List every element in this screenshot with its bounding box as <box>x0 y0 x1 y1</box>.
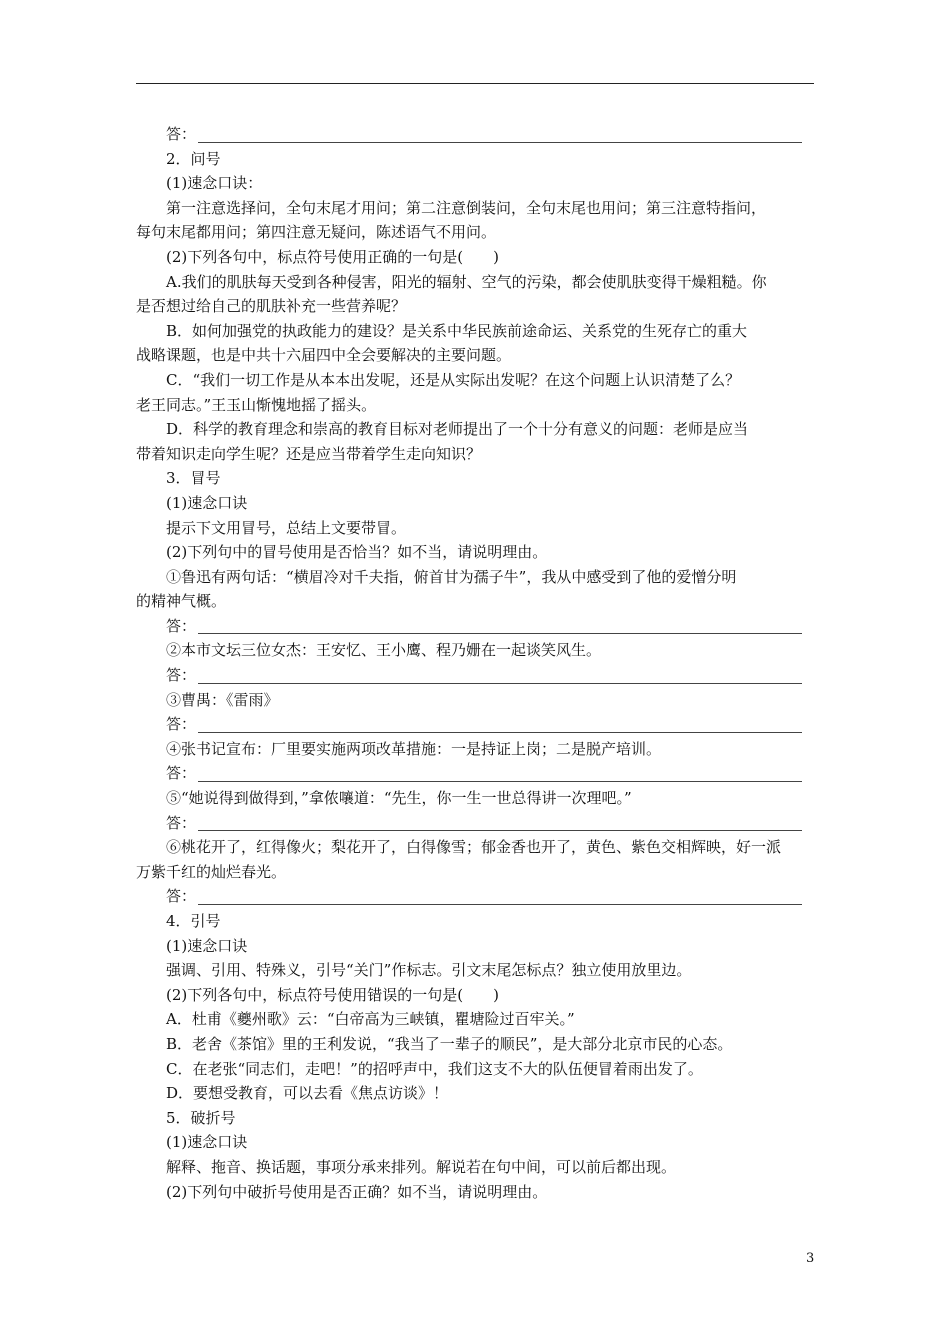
mnemonic-text: 第一注意选择问，全句末尾才用问；第二注意倒装问，全句末尾也用问；第三注意特指问， <box>166 198 767 217</box>
answer-label: 答： <box>166 764 197 783</box>
answer-line[interactable] <box>136 811 816 836</box>
answer-label: 答： <box>166 715 197 734</box>
answer-blank[interactable] <box>198 812 802 831</box>
option-c-cont: 老王同志。”王玉山惭愧地摇了摇头。 <box>136 395 377 414</box>
answer-label: 答： <box>166 666 197 685</box>
sentence-3: ③曹禺：《雷雨》 <box>166 690 279 709</box>
sentence-1: ①鲁迅有两句话：“横眉冷对千夫指，俯首甘为孺子牛”，我从中感受到了他的爱憎分明 <box>166 567 737 586</box>
sentence-2: ②本市文坛三位女杰：王安忆、王小鹰、程乃姗在一起谈笑风生。 <box>166 641 602 660</box>
sentence-6: ⑥桃花开了，红得像火；梨花开了，白得像雪；郁金香也开了，黄色、紫色交相辉映，好一派 <box>166 838 782 857</box>
mnemonic-heading: (1)速念口诀 <box>166 936 248 955</box>
answer-line[interactable] <box>136 122 816 147</box>
sentence-5: ⑤“她说得到做得到，”拿侬嚷道：“先生，你一生一世总得讲一次理吧。” <box>166 789 632 808</box>
header-rule <box>136 83 814 84</box>
mnemonic-heading: (1)速念口诀 <box>166 493 248 512</box>
section-heading-colon: 3．冒号 <box>166 469 221 488</box>
option-d: D．科学的教育理念和崇高的教育目标对老师提出了一个十分有意义的问题：老师是应当 <box>166 420 749 439</box>
mnemonic-text: 每句末尾都用问；第四注意无疑问，陈述语气不用问。 <box>136 223 497 242</box>
sentence-4: ④张书记宣布：厂里要实施两项改革措施：一是持证上岗；二是脱产培训。 <box>166 739 662 758</box>
question-prompt: (2)下列句中破折号使用是否正确？如不当，请说明理由。 <box>166 1182 548 1201</box>
section-heading-quotation-marks: 4．引号 <box>166 912 221 930</box>
mnemonic-text: 解释、拖音、换话题，事项分承来排列。解说若在句中间，可以前后都出现。 <box>166 1157 677 1176</box>
mnemonic-heading: (1)速念口诀： <box>166 174 263 193</box>
option-d: D．要想受教育，可以去看《焦点访谈》！ <box>166 1084 449 1103</box>
document-body <box>136 122 816 1204</box>
answer-line[interactable] <box>136 761 816 786</box>
option-c: C．“我们一切工作是从本本出发呢，还是从实际出发呢？在这个问题上认识清楚了么？ <box>166 370 741 389</box>
answer-blank[interactable] <box>198 665 802 684</box>
answer-blank[interactable] <box>198 763 802 782</box>
mnemonic-text: 强调、引用、特殊义，引号“关门”作标志。引文末尾怎标点？独立使用放里边。 <box>166 961 692 980</box>
answer-label: 答： <box>166 616 197 635</box>
question-prompt: (2)下列各句中，标点符号使用正确的一句是( ) <box>166 247 499 266</box>
mnemonic-heading: (1)速念口诀 <box>166 1133 248 1152</box>
option-a: A.我们的肌肤每天受到各种侵害，阳光的辐射、空气的污染，都会使肌肤变得干燥粗糙。你 <box>166 272 767 291</box>
section-heading-dash: 5．破折号 <box>166 1108 236 1127</box>
section-heading-question-mark: 2．问号 <box>166 149 221 168</box>
sentence-6-cont: 万紫千红的灿烂春光。 <box>136 862 287 881</box>
answer-blank[interactable] <box>198 124 802 143</box>
answer-blank[interactable] <box>198 886 802 905</box>
answer-line[interactable] <box>136 663 816 688</box>
option-b-cont: 战略课题，也是中共十六届四中全会要解决的主要问题。 <box>136 346 512 365</box>
option-a: A．杜甫《夔州歌》云：“白帝高为三峡镇，瞿塘险过百牢关。” <box>166 1010 575 1029</box>
answer-line[interactable] <box>136 712 816 737</box>
answer-label: 答： <box>166 813 197 832</box>
answer-line[interactable] <box>136 614 816 639</box>
page-number: 3 <box>806 1251 815 1266</box>
question-prompt: (2)下列句中的冒号使用是否恰当？如不当，请说明理由。 <box>166 543 548 562</box>
option-b: B．如何加强党的执政能力的建设？是关系中华民族前途命运、关系党的生死存亡的重大 <box>166 321 748 340</box>
answer-blank[interactable] <box>198 714 802 733</box>
question-prompt: (2)下列各句中，标点符号使用错误的一句是( ) <box>166 985 499 1004</box>
mnemonic-text: 提示下文用冒号，总结上文要带冒。 <box>166 518 407 537</box>
option-b: B．老舍《茶馆》里的王利发说，“我当了一辈子的顺民”，是大部分北京市民的心态。 <box>166 1034 733 1053</box>
option-d-cont: 带着知识走向学生呢？还是应当带着学生走向知识？ <box>136 444 482 463</box>
answer-label: 答： <box>166 887 197 906</box>
answer-line[interactable] <box>136 884 816 909</box>
sentence-1-cont: 的精神气概。 <box>136 592 227 611</box>
answer-blank[interactable] <box>198 615 802 634</box>
option-c: C．在老张“同志们，走吧！”的招呼声中，我们这支不大的队伍便冒着雨出发了。 <box>166 1059 703 1078</box>
answer-label: 答： <box>166 125 197 143</box>
option-a-cont: 是否想过给自己的肌肤补充一些营养呢？ <box>136 297 407 316</box>
